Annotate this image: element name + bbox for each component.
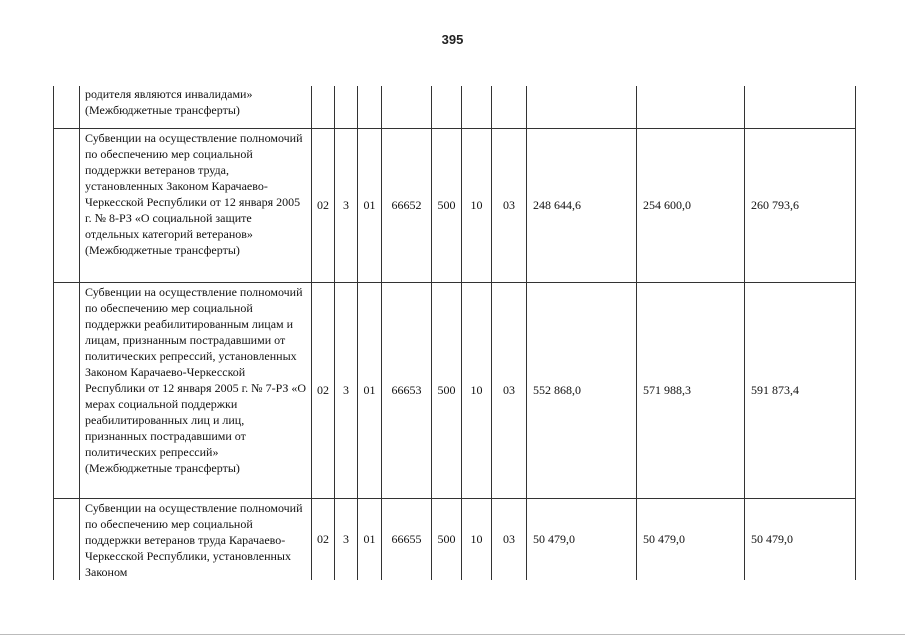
amount-cell: 50 479,0 [637, 498, 745, 580]
row-description: Субвенции на осуществление полномочий по обеспечению мер социальной поддержки ветеранов труда, установленных Законом Карачаево-Черкесской Республики от 12 января 2005 г. № 8-РЗ «О социальной защите отдельных категорий ветеранов» (Межбюджетные трансферты) [80, 128, 312, 282]
code-cell: 3 [335, 498, 358, 580]
code-cell [462, 86, 492, 128]
code-cell: 500 [432, 498, 462, 580]
code-cell: 02 [312, 282, 335, 498]
row-description: Субвенции на осуществление полномочий по обеспечению мер социальной поддержки реабилитированным лицам и лицам, признанным пострадавшими от политических репрессий, установленных Законом Карачаево-Черкесской Республики от 12 января 2005 г. № 7-РЗ «О мерах социальной поддержки реабилитированных лиц и лиц, признанных пострадавшими от политических репрессий» (Межбюджетные трансферты) [80, 282, 312, 498]
code-cell: 01 [358, 282, 382, 498]
amount-cell: 50 479,0 [527, 498, 637, 580]
page-bottom-divider [0, 634, 905, 635]
code-cell: 02 [312, 498, 335, 580]
row-number-cell [54, 128, 80, 282]
code-cell [358, 86, 382, 128]
code-cell: 66653 [382, 282, 432, 498]
row-number-cell [54, 86, 80, 128]
amount-cell [637, 86, 745, 128]
code-cell [432, 86, 462, 128]
table-row [54, 282, 856, 498]
row-description: Субвенции на осуществление полномочий по обеспечению мер социальной поддержки ветеранов труда Карачаево-Черкесской Республики, установленных Законом [80, 498, 312, 580]
page-number: 395 [441, 32, 464, 47]
table-row [54, 128, 856, 282]
amount-cell: 248 644,6 [527, 128, 637, 282]
code-cell: 500 [432, 128, 462, 282]
row-description: родителя являются инвалидами» (Межбюджетные трансферты) [80, 86, 312, 128]
amount-cell: 50 479,0 [745, 498, 856, 580]
code-cell: 03 [492, 498, 527, 580]
code-cell: 500 [432, 282, 462, 498]
budget-table [53, 86, 856, 580]
code-cell: 10 [462, 128, 492, 282]
row-number-cell [54, 498, 80, 580]
code-cell: 01 [358, 498, 382, 580]
code-cell [335, 86, 358, 128]
code-cell: 03 [492, 282, 527, 498]
code-cell: 3 [335, 128, 358, 282]
code-cell: 03 [492, 128, 527, 282]
code-cell: 66652 [382, 128, 432, 282]
code-cell [382, 86, 432, 128]
code-cell: 10 [462, 498, 492, 580]
amount-cell: 591 873,4 [745, 282, 856, 498]
amount-cell: 571 988,3 [637, 282, 745, 498]
amount-cell: 552 868,0 [527, 282, 637, 498]
table-row [54, 86, 856, 128]
table-row [54, 498, 856, 580]
code-cell: 3 [335, 282, 358, 498]
code-cell: 10 [462, 282, 492, 498]
amount-cell [527, 86, 637, 128]
row-number-cell [54, 282, 80, 498]
amount-cell [745, 86, 856, 128]
code-cell [312, 86, 335, 128]
amount-cell: 260 793,6 [745, 128, 856, 282]
code-cell: 01 [358, 128, 382, 282]
code-cell: 66655 [382, 498, 432, 580]
code-cell: 02 [312, 128, 335, 282]
amount-cell: 254 600,0 [637, 128, 745, 282]
code-cell [492, 86, 527, 128]
